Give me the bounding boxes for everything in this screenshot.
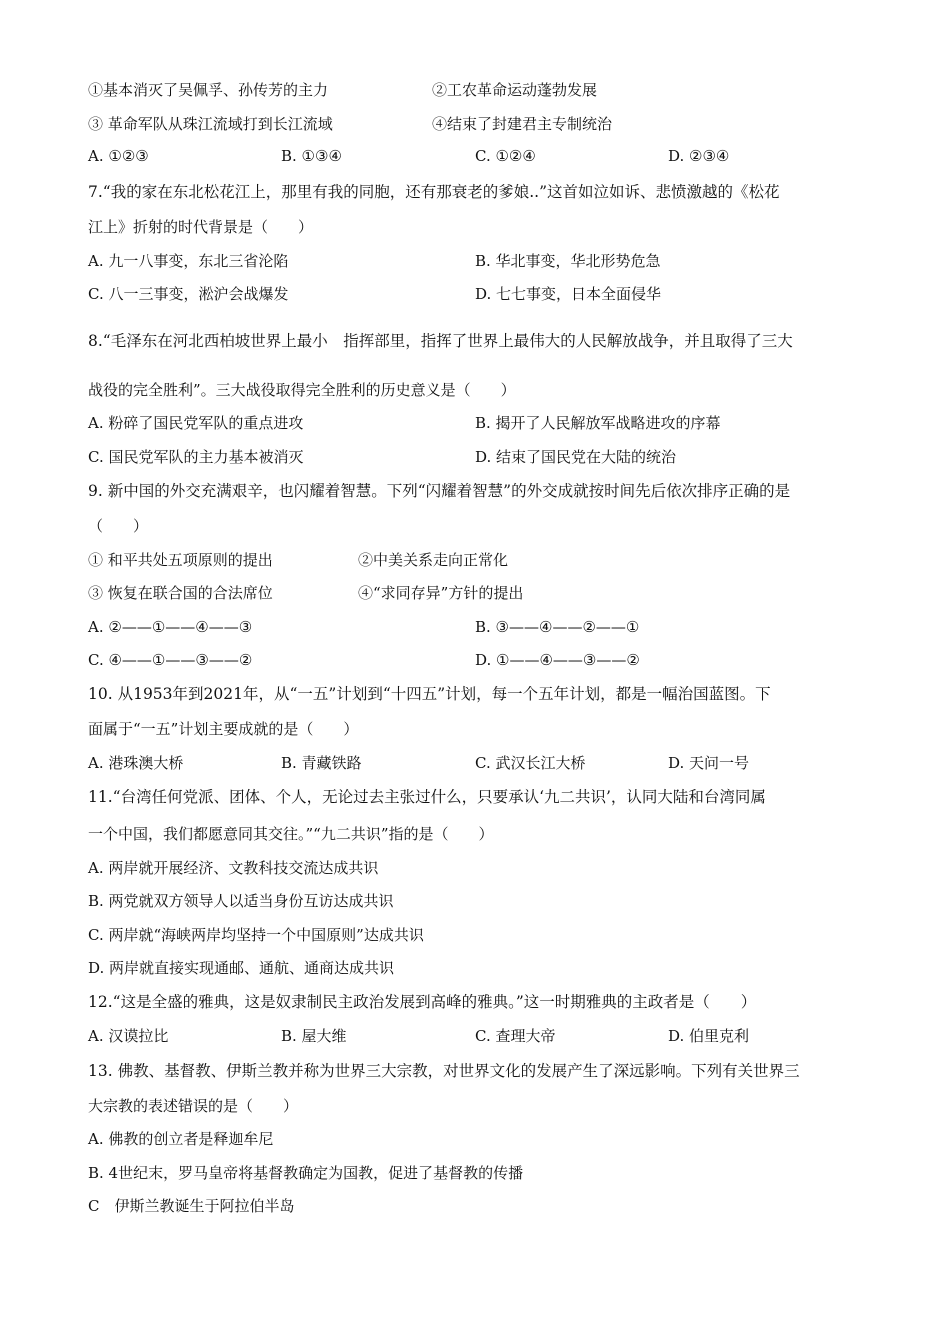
q8-stem-line1: 8.“毛泽东在河北西柏坡世界上最小 指挥部里，指挥了世界上最伟大的人民解放战争，并且取得了三大 (88, 332, 793, 350)
q6-item-4: ④结束了封建君主专制统治 (432, 115, 613, 133)
q10-stem-line2: 面属于“一五”计划主要成就的是（ ） (88, 720, 359, 738)
q6-item-1: ①基本消灭了吴佩孚、孙传芳的主力 (88, 81, 329, 99)
q7-option-a: A. 九一八事变，东北三省沦陷 (88, 252, 289, 270)
q9-option-b: B. ③——④——②——① (475, 618, 640, 636)
q9-item-1: ① 和平共处五项原则的提出 (88, 551, 273, 569)
q7-stem-line2: 江上》折射的时代背景是（ ） (88, 218, 314, 236)
q10-stem-line1: 10. 从1953年到2021年，从“一五”计划到“十四五”计划，每一个五年计划，都是一幅治国蓝图。下 (88, 685, 771, 703)
q7-stem-line1: 7.“我的家在东北松花江上，那里有我的同胞，还有那衰老的爹娘..”这首如泣如诉、悲愤激越的《松花 (88, 183, 780, 201)
q11-option-d: D. 两岸就直接实现通邮、通航、通商达成共识 (88, 959, 395, 977)
q6-option-d: D. ②③④ (668, 147, 730, 165)
q7-option-b: B. 华北事变，华北形势危急 (475, 252, 661, 270)
q11-option-c: C. 两岸就“海峡两岸均坚持一个中国原则”达成共识 (88, 926, 424, 944)
q6-option-a: A. ①②③ (88, 147, 149, 165)
q8-stem-line2: 战役的完全胜利”。三大战役取得完全胜利的历史意义是（ ） (88, 381, 516, 399)
q13-option-c: C 伊斯兰教诞生于阿拉伯半岛 (88, 1197, 295, 1215)
q10-option-d: D. 天问一号 (668, 754, 750, 772)
q8-option-a: A. 粉碎了国民党军队的重点进攻 (88, 414, 304, 432)
q12-stem-line1: 12.“这是全盛的雅典，这是奴隶制民主政治发展到高峰的雅典。”这一时期雅典的主政者是（ ） (88, 993, 757, 1011)
q9-option-d: D. ①——④——③——② (475, 651, 640, 669)
q12-option-c: C. 查理大帝 (475, 1027, 556, 1045)
q10-option-c: C. 武汉长江大桥 (475, 754, 586, 772)
q13-option-b: B. 4世纪末，罗马皇帝将基督教确定为国教，促进了基督教的传播 (88, 1164, 524, 1182)
q9-option-a: A. ②——①——④——③ (88, 618, 253, 636)
q6-option-b: B. ①③④ (281, 147, 342, 165)
q8-option-c: C. 国民党军队的主力基本被消灭 (88, 448, 304, 466)
q8-option-d: D. 结束了国民党在大陆的统治 (475, 448, 677, 466)
q10-option-b: B. 青藏铁路 (281, 754, 362, 772)
q13-stem-line2: 大宗教的表述错误的是（ ） (88, 1097, 299, 1115)
q11-option-b: B. 两党就双方领导人以适当身份互访达成共识 (88, 892, 394, 910)
q8-option-b: B. 揭开了人民解放军战略进攻的序幕 (475, 414, 721, 432)
q12-option-b: B. 屋大维 (281, 1027, 347, 1045)
q6-item-3: ③ 革命军队从珠江流域打到长江流域 (88, 115, 333, 133)
q10-option-a: A. 港珠澳大桥 (88, 754, 184, 772)
q11-stem-line2: 一个中国，我们都愿意同其交往。”“九二共识”指的是（ ） (88, 825, 494, 843)
q9-item-3: ③ 恢复在联合国的合法席位 (88, 584, 273, 602)
q13-stem-line1: 13. 佛教、基督教、伊斯兰教并称为世界三大宗教，对世界文化的发展产生了深远影响。下列有关世界三 (88, 1062, 800, 1080)
q9-stem-line2: （ ） (88, 517, 149, 535)
q11-stem-line1: 11.“台湾任何党派、团体、个人，无论过去主张过什么，只要承认‘九二共识’，认同大陆和台湾同属 (88, 788, 766, 806)
q11-option-a: A. 两岸就开展经济、文教科技交流达成共识 (88, 859, 379, 877)
q13-option-a: A. 佛教的创立者是释迦牟尼 (88, 1130, 274, 1148)
q12-option-d: D. 伯里克利 (668, 1027, 750, 1045)
q9-item-2: ②中美关系走向正常化 (358, 551, 509, 569)
q9-item-4: ④“求同存异”方针的提出 (358, 584, 524, 602)
q9-stem-line1: 9. 新中国的外交充满艰辛，也闪耀着智慧。下列“闪耀着智慧”的外交成就按时间先后依次排序正确的是 (88, 482, 791, 500)
q7-option-d: D. 七七事变，日本全面侵华 (475, 285, 662, 303)
q6-item-2: ②工农革命运动蓬勃发展 (432, 81, 598, 99)
q6-option-c: C. ①②④ (475, 147, 536, 165)
q9-option-c: C. ④——①——③——② (88, 651, 253, 669)
q7-option-c: C. 八一三事变，淞沪会战爆发 (88, 285, 289, 303)
q12-option-a: A. 汉谟拉比 (88, 1027, 169, 1045)
